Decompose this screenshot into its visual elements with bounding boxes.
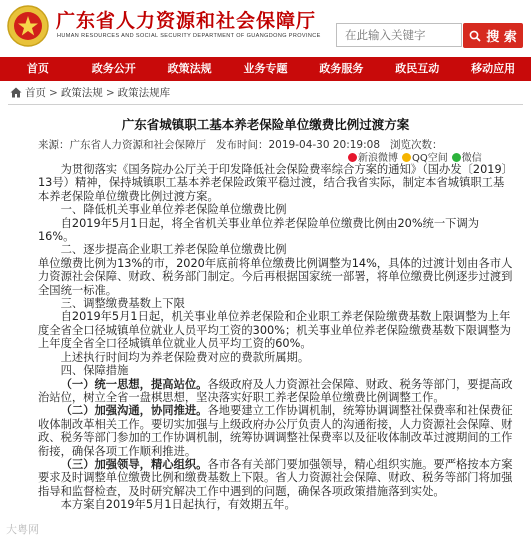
article-date: 发布时间：2019-04-30 20:19:08 [216, 139, 381, 151]
wechat-icon [452, 153, 461, 162]
measure-text: 各地要建立工作协调机制，统筹协调调整社保费率和社保费征收体制改革相关工作。要切实加强与上级政府办公厅负责人的沟通衔接，人力资源社会保障、财政、税务等部门参加的工作协调机制，统筹协调调整社保费率以及征收体制改革过渡期间的工作衔接，确保各项工作顺利推进。 [38, 404, 513, 458]
share-weibo[interactable] [348, 149, 398, 164]
article-body [38, 163, 514, 512]
nav-business-topics[interactable]: 业务专题 [243, 62, 288, 75]
article-views: 浏览次数： [390, 139, 443, 151]
site-subtitle: HUMAN RESOURCES AND SOCIAL SECURITY DEPARTMENT OF GUANGDONG PROVINCE [57, 33, 321, 39]
watermark: 大粤网 [6, 523, 39, 536]
divider [8, 104, 523, 105]
closing-paragraph: 本方案自2019年5月1日起执行，有效期五年。 [60, 498, 296, 512]
search-input[interactable] [336, 23, 462, 47]
nav-services[interactable]: 政务服务 [319, 62, 364, 75]
measure-heading: （一）统一思想，提高站位。 [60, 377, 208, 391]
site-header [0, 0, 531, 57]
measure-text: 各级政府及人力资源社会保障、财政、税务等部门，要提高政治站位，树立全省一盘棋思想，坚决落实好职工养老保险单位缴费比例调整工作。 [38, 377, 513, 404]
paragraph: 上述执行时间均为养老保险费对应的费款所属期。 [60, 350, 310, 364]
search-button-label: 搜 索 [486, 30, 517, 45]
section-heading: 二、逐步提高企业职工养老保险单位缴费比例 [60, 243, 287, 257]
qzone-icon [402, 153, 411, 162]
paragraph: 为贯彻落实《国务院办公厅关于印发降低社会保险费率综合方案的通知》（国办发〔2019〕13号）精神，保持城镇职工基本养老保险政策平稳过渡，结合我省实际，制定本省城镇职工基本养老保险单位缴费比例过渡方案。 [38, 163, 513, 203]
nav-policies[interactable]: 政策法规 [167, 62, 212, 75]
nav-government-affairs[interactable]: 政务公开 [91, 62, 136, 75]
nav-home[interactable]: 首页 [26, 62, 49, 75]
paragraph: 自2019年5月1日起，机关事业单位养老保险和企业职工养老保险缴费基数上限调整为上年度全省全口径城镇单位就业人员平均工资的300%；机关事业单位养老保险缴费基数下限调整为上年度全省全口径城镇单位就业人员平均工资的60%。 [38, 310, 511, 351]
search-icon [469, 30, 481, 42]
breadcrumb-separator: > [105, 86, 115, 99]
article-title: 广东省城镇职工基本养老保险单位缴费比例过渡方案 [121, 117, 410, 132]
measure-heading: （三）加强领导，精心组织。 [60, 457, 208, 471]
section-heading: 一、降低机关事业单位养老保险单位缴费比例 [60, 203, 287, 217]
breadcrumb-policies[interactable]: 政策法规 [60, 87, 103, 99]
measure-paragraph [38, 378, 514, 405]
paragraph: 单位缴费比例为13%的市，2020年底前将单位缴费比例调整为14%，具体的过渡计划由各市人力资源社会保障、财政、税务部门制定。今后再根据国家统一部署，将单位缴费比例逐步过渡到全国统一标准。 [38, 256, 513, 297]
weibo-icon [348, 153, 357, 162]
main-nav [0, 57, 531, 81]
share-qzone[interactable] [402, 149, 448, 164]
breadcrumb [10, 85, 170, 100]
measure-paragraph [38, 404, 514, 458]
share-wechat[interactable] [452, 149, 482, 164]
measure-paragraph [38, 458, 514, 498]
paragraph: 自2019年5月1日起，将全省机关事业单位养老保险单位缴费比例由20%统一下调为16%。 [38, 216, 480, 244]
breadcrumb-separator: > [49, 86, 58, 99]
share-weibo-label: 新浪微博 [358, 153, 398, 164]
share-wechat-label: 微信 [461, 153, 482, 164]
nav-mobile[interactable]: 移动应用 [471, 62, 516, 75]
nav-interaction[interactable]: 政民互动 [395, 62, 440, 75]
share-qzone-label: QQ空间 [412, 153, 448, 164]
breadcrumb-policy-library[interactable]: 政策法规库 [117, 87, 171, 99]
breadcrumb-home[interactable]: 首页 [25, 87, 46, 99]
section-heading: 四、保障措施 [60, 364, 129, 378]
measure-heading: （二）加强沟通，协同推进。 [60, 404, 208, 418]
home-icon [10, 87, 22, 98]
measure-text: 各市各有关部门要加强领导，精心组织实施。要严格按本方案要求及时调整单位缴费比例和缴费基数上下限。省人力资源社会保障、财政、税务等部门将加强指导和监督检查，及时研究解决工作中遇到的问题，确保各项政策措施落到实处。 [38, 457, 513, 498]
article-source: 来源：广东省人力资源和社会保障厅 [38, 139, 206, 151]
search-button[interactable] [463, 23, 523, 48]
section-heading: 三、调整缴费基数上下限 [60, 297, 185, 311]
site-name[interactable]: 广东省人力资源和社会保障厅 [56, 10, 317, 32]
emblem-logo[interactable] [6, 4, 50, 48]
share-bar [348, 149, 482, 164]
